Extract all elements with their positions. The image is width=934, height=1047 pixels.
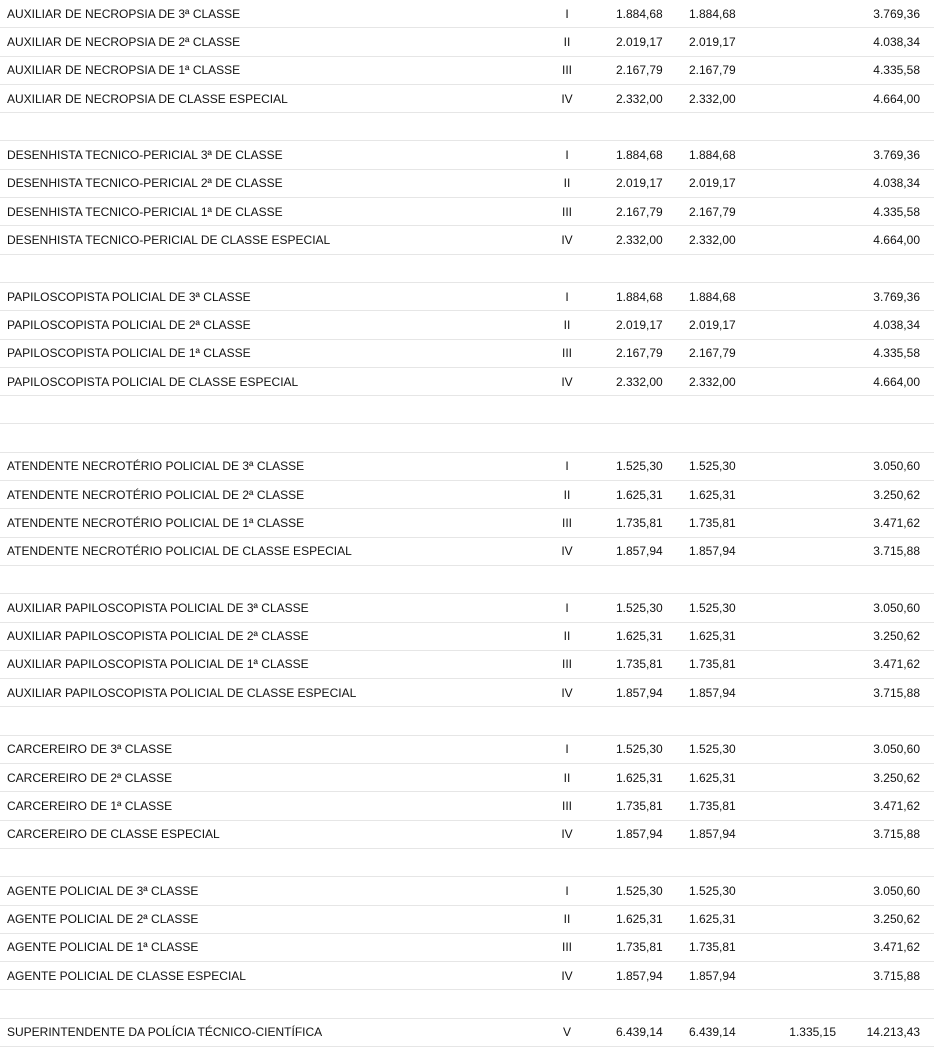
third-value-cell — [766, 905, 842, 933]
total-cell: 3.769,36 — [842, 0, 934, 28]
second-value-cell: 2.019,17 — [686, 311, 766, 339]
total-cell: 3.050,60 — [842, 594, 934, 622]
empty-cell — [686, 424, 766, 452]
second-value-cell: 2.167,79 — [686, 339, 766, 367]
table-row — [0, 962, 934, 990]
role-cell: PAPILOSCOPISTA POLICIAL DE 3ª CLASSE — [0, 282, 527, 310]
total-cell: 3.471,62 — [842, 792, 934, 820]
base-salary-cell: 2.167,79 — [607, 198, 686, 226]
third-value-cell — [766, 56, 842, 84]
blank-row — [0, 113, 934, 141]
total-cell: 14.213,43 — [842, 1018, 934, 1046]
total-cell: 3.769,36 — [842, 282, 934, 310]
table-row — [0, 594, 934, 622]
third-value-cell — [766, 84, 842, 112]
empty-cell — [842, 990, 934, 1018]
second-value-cell: 1.625,31 — [686, 764, 766, 792]
blank-row — [0, 848, 934, 876]
level-cell: III — [527, 792, 607, 820]
base-salary-cell: 1.857,94 — [607, 820, 686, 848]
role-cell: CARCEREIRO DE 3ª CLASSE — [0, 735, 527, 763]
third-value-cell — [766, 28, 842, 56]
table-row — [0, 169, 934, 197]
base-salary-cell: 1.625,31 — [607, 905, 686, 933]
empty-cell — [686, 707, 766, 735]
second-value-cell: 1.735,81 — [686, 650, 766, 678]
level-cell: IV — [527, 537, 607, 565]
level-cell: I — [527, 594, 607, 622]
table-row — [0, 679, 934, 707]
third-value-cell — [766, 764, 842, 792]
table-row — [0, 877, 934, 905]
level-cell: II — [527, 481, 607, 509]
table-row — [0, 820, 934, 848]
level-cell: I — [527, 141, 607, 169]
third-value-cell — [766, 282, 842, 310]
empty-cell — [686, 565, 766, 593]
empty-cell — [0, 113, 527, 141]
empty-cell — [766, 424, 842, 452]
base-salary-cell: 1.735,81 — [607, 509, 686, 537]
level-cell: I — [527, 0, 607, 28]
empty-cell — [842, 424, 934, 452]
level-cell: I — [527, 877, 607, 905]
total-cell: 3.050,60 — [842, 877, 934, 905]
table-row — [0, 339, 934, 367]
table-row — [0, 226, 934, 254]
total-cell: 3.715,88 — [842, 679, 934, 707]
third-value-cell — [766, 481, 842, 509]
third-value-cell — [766, 735, 842, 763]
table-row — [0, 650, 934, 678]
empty-cell — [766, 254, 842, 282]
total-cell: 4.664,00 — [842, 226, 934, 254]
second-value-cell: 2.019,17 — [686, 28, 766, 56]
base-salary-cell: 1.625,31 — [607, 764, 686, 792]
table-row — [0, 141, 934, 169]
role-cell: ATENDENTE NECROTÉRIO POLICIAL DE 3ª CLASSE — [0, 452, 527, 480]
third-value-cell: 1.335,15 — [766, 1018, 842, 1046]
role-cell: AGENTE POLICIAL DE 1ª CLASSE — [0, 933, 527, 961]
table-row — [0, 735, 934, 763]
empty-cell — [0, 424, 527, 452]
third-value-cell — [766, 622, 842, 650]
role-cell: DESENHISTA TECNICO-PERICIAL 2ª DE CLASSE — [0, 169, 527, 197]
total-cell: 4.335,58 — [842, 198, 934, 226]
base-salary-cell: 1.525,30 — [607, 735, 686, 763]
total-cell: 3.471,62 — [842, 509, 934, 537]
empty-cell — [766, 990, 842, 1018]
level-cell: II — [527, 311, 607, 339]
role-cell: SUPERINTENDENTE DA POLÍCIA TÉCNICO-CIENTÍFICA — [0, 1018, 527, 1046]
blank-row — [0, 254, 934, 282]
table-row — [0, 198, 934, 226]
empty-cell — [766, 707, 842, 735]
total-cell: 3.250,62 — [842, 905, 934, 933]
role-cell: AUXILIAR PAPILOSCOPISTA POLICIAL DE CLASSE ESPECIAL — [0, 679, 527, 707]
third-value-cell — [766, 594, 842, 622]
empty-cell — [527, 707, 607, 735]
empty-cell — [607, 990, 686, 1018]
role-cell: DESENHISTA TECNICO-PERICIAL 3ª DE CLASSE — [0, 141, 527, 169]
role-cell: DESENHISTA TECNICO-PERICIAL DE CLASSE ESPECIAL — [0, 226, 527, 254]
base-salary-cell: 2.332,00 — [607, 367, 686, 395]
second-value-cell: 1.735,81 — [686, 792, 766, 820]
role-cell: PAPILOSCOPISTA POLICIAL DE CLASSE ESPECIAL — [0, 367, 527, 395]
empty-cell — [527, 565, 607, 593]
table-row — [0, 905, 934, 933]
second-value-cell: 1.525,30 — [686, 594, 766, 622]
third-value-cell — [766, 820, 842, 848]
level-cell: II — [527, 169, 607, 197]
third-value-cell — [766, 169, 842, 197]
base-salary-cell: 1.625,31 — [607, 481, 686, 509]
base-salary-cell: 2.019,17 — [607, 311, 686, 339]
empty-cell — [686, 396, 766, 424]
base-salary-cell: 1.884,68 — [607, 282, 686, 310]
level-cell: II — [527, 28, 607, 56]
level-cell: II — [527, 622, 607, 650]
level-cell: V — [527, 1018, 607, 1046]
empty-cell — [842, 113, 934, 141]
second-value-cell: 1.857,94 — [686, 537, 766, 565]
third-value-cell — [766, 452, 842, 480]
second-value-cell: 1.857,94 — [686, 679, 766, 707]
level-cell: IV — [527, 226, 607, 254]
base-salary-cell: 1.525,30 — [607, 594, 686, 622]
base-salary-cell: 1.735,81 — [607, 933, 686, 961]
empty-cell — [527, 113, 607, 141]
table-row — [0, 452, 934, 480]
total-cell: 3.769,36 — [842, 141, 934, 169]
level-cell: IV — [527, 367, 607, 395]
second-value-cell: 1.857,94 — [686, 820, 766, 848]
empty-cell — [607, 848, 686, 876]
empty-cell — [0, 565, 527, 593]
empty-cell — [0, 848, 527, 876]
role-cell: AGENTE POLICIAL DE 3ª CLASSE — [0, 877, 527, 905]
third-value-cell — [766, 962, 842, 990]
empty-cell — [766, 396, 842, 424]
second-value-cell: 1.625,31 — [686, 622, 766, 650]
empty-cell — [0, 990, 527, 1018]
third-value-cell — [766, 679, 842, 707]
total-cell: 4.664,00 — [842, 367, 934, 395]
empty-cell — [527, 848, 607, 876]
table-row — [0, 622, 934, 650]
level-cell: III — [527, 56, 607, 84]
level-cell: III — [527, 933, 607, 961]
empty-cell — [686, 990, 766, 1018]
role-cell: PAPILOSCOPISTA POLICIAL DE 1ª CLASSE — [0, 339, 527, 367]
second-value-cell: 2.332,00 — [686, 226, 766, 254]
total-cell: 3.715,88 — [842, 537, 934, 565]
table-row — [0, 282, 934, 310]
empty-cell — [766, 848, 842, 876]
base-salary-cell: 1.884,68 — [607, 0, 686, 28]
level-cell: III — [527, 198, 607, 226]
total-cell: 3.050,60 — [842, 735, 934, 763]
base-salary-cell: 2.019,17 — [607, 28, 686, 56]
level-cell: III — [527, 339, 607, 367]
second-value-cell: 2.019,17 — [686, 169, 766, 197]
empty-cell — [842, 848, 934, 876]
role-cell: DESENHISTA TECNICO-PERICIAL 1ª DE CLASSE — [0, 198, 527, 226]
level-cell: IV — [527, 84, 607, 112]
role-cell: AUXILIAR DE NECROPSIA DE 3ª CLASSE — [0, 0, 527, 28]
table-row — [0, 933, 934, 961]
total-cell: 3.715,88 — [842, 962, 934, 990]
empty-cell — [842, 565, 934, 593]
empty-cell — [842, 254, 934, 282]
base-salary-cell: 1.735,81 — [607, 792, 686, 820]
empty-cell — [607, 424, 686, 452]
second-value-cell: 1.525,30 — [686, 735, 766, 763]
total-cell: 3.715,88 — [842, 820, 934, 848]
empty-cell — [842, 396, 934, 424]
third-value-cell — [766, 509, 842, 537]
empty-cell — [686, 113, 766, 141]
blank-row — [0, 990, 934, 1018]
total-cell: 3.250,62 — [842, 481, 934, 509]
level-cell: III — [527, 650, 607, 678]
empty-cell — [607, 565, 686, 593]
empty-cell — [607, 113, 686, 141]
empty-cell — [607, 707, 686, 735]
second-value-cell: 1.884,68 — [686, 141, 766, 169]
blank-row — [0, 707, 934, 735]
second-value-cell: 1.735,81 — [686, 509, 766, 537]
level-cell: III — [527, 509, 607, 537]
empty-cell — [766, 565, 842, 593]
base-salary-cell: 1.735,81 — [607, 650, 686, 678]
second-value-cell: 1.884,68 — [686, 282, 766, 310]
total-cell: 4.038,34 — [842, 28, 934, 56]
blank-row — [0, 565, 934, 593]
level-cell: IV — [527, 820, 607, 848]
role-cell: ATENDENTE NECROTÉRIO POLICIAL DE CLASSE ESPECIAL — [0, 537, 527, 565]
table-row — [0, 84, 934, 112]
second-value-cell: 2.167,79 — [686, 56, 766, 84]
second-value-cell: 1.735,81 — [686, 933, 766, 961]
second-value-cell: 1.525,30 — [686, 877, 766, 905]
total-cell: 3.471,62 — [842, 650, 934, 678]
level-cell: II — [527, 905, 607, 933]
empty-cell — [527, 254, 607, 282]
table-row — [0, 509, 934, 537]
role-cell: ATENDENTE NECROTÉRIO POLICIAL DE 1ª CLASSE — [0, 509, 527, 537]
empty-cell — [842, 707, 934, 735]
table-row — [0, 764, 934, 792]
role-cell: AGENTE POLICIAL DE 2ª CLASSE — [0, 905, 527, 933]
third-value-cell — [766, 198, 842, 226]
base-salary-cell: 2.332,00 — [607, 226, 686, 254]
level-cell: IV — [527, 962, 607, 990]
level-cell: IV — [527, 679, 607, 707]
base-salary-cell: 1.884,68 — [607, 141, 686, 169]
level-cell: I — [527, 452, 607, 480]
base-salary-cell: 6.439,14 — [607, 1018, 686, 1046]
table-row — [0, 1018, 934, 1046]
role-cell: PAPILOSCOPISTA POLICIAL DE 2ª CLASSE — [0, 311, 527, 339]
second-value-cell: 1.525,30 — [686, 452, 766, 480]
role-cell: AUXILIAR PAPILOSCOPISTA POLICIAL DE 3ª CLASSE — [0, 594, 527, 622]
empty-cell — [0, 396, 527, 424]
level-cell: I — [527, 282, 607, 310]
empty-cell — [527, 396, 607, 424]
table-row — [0, 367, 934, 395]
base-salary-cell: 1.625,31 — [607, 622, 686, 650]
table-row — [0, 0, 934, 28]
base-salary-cell: 1.857,94 — [607, 962, 686, 990]
total-cell: 3.250,62 — [842, 622, 934, 650]
base-salary-cell: 2.167,79 — [607, 56, 686, 84]
second-value-cell: 6.439,14 — [686, 1018, 766, 1046]
third-value-cell — [766, 311, 842, 339]
role-cell: CARCEREIRO DE 1ª CLASSE — [0, 792, 527, 820]
empty-cell — [607, 254, 686, 282]
base-salary-cell: 1.857,94 — [607, 679, 686, 707]
base-salary-cell: 1.525,30 — [607, 452, 686, 480]
empty-cell — [527, 990, 607, 1018]
third-value-cell — [766, 226, 842, 254]
base-salary-cell: 2.019,17 — [607, 169, 686, 197]
role-cell: CARCEREIRO DE 2ª CLASSE — [0, 764, 527, 792]
empty-cell — [766, 113, 842, 141]
empty-cell — [686, 848, 766, 876]
total-cell: 4.664,00 — [842, 84, 934, 112]
total-cell: 3.471,62 — [842, 933, 934, 961]
empty-cell — [0, 254, 527, 282]
total-cell: 4.335,58 — [842, 56, 934, 84]
role-cell: AUXILIAR PAPILOSCOPISTA POLICIAL DE 2ª CLASSE — [0, 622, 527, 650]
third-value-cell — [766, 933, 842, 961]
third-value-cell — [766, 877, 842, 905]
role-cell: AUXILIAR PAPILOSCOPISTA POLICIAL DE 1ª CLASSE — [0, 650, 527, 678]
base-salary-cell: 2.332,00 — [607, 84, 686, 112]
table-row — [0, 481, 934, 509]
second-value-cell: 2.332,00 — [686, 367, 766, 395]
third-value-cell — [766, 339, 842, 367]
base-salary-cell: 2.167,79 — [607, 339, 686, 367]
blank-row — [0, 396, 934, 424]
role-cell: AUXILIAR DE NECROPSIA DE 1ª CLASSE — [0, 56, 527, 84]
role-cell: AGENTE POLICIAL DE CLASSE ESPECIAL — [0, 962, 527, 990]
empty-cell — [686, 254, 766, 282]
second-value-cell: 1.625,31 — [686, 905, 766, 933]
second-value-cell: 1.884,68 — [686, 0, 766, 28]
third-value-cell — [766, 792, 842, 820]
second-value-cell: 1.857,94 — [686, 962, 766, 990]
table-row — [0, 792, 934, 820]
empty-cell — [0, 707, 527, 735]
total-cell: 3.250,62 — [842, 764, 934, 792]
total-cell: 3.050,60 — [842, 452, 934, 480]
table-row — [0, 537, 934, 565]
role-cell: AUXILIAR DE NECROPSIA DE CLASSE ESPECIAL — [0, 84, 527, 112]
level-cell: I — [527, 735, 607, 763]
third-value-cell — [766, 367, 842, 395]
second-value-cell: 1.625,31 — [686, 481, 766, 509]
base-salary-cell: 1.857,94 — [607, 537, 686, 565]
total-cell: 4.335,58 — [842, 339, 934, 367]
level-cell: II — [527, 764, 607, 792]
role-cell: AUXILIAR DE NECROPSIA DE 2ª CLASSE — [0, 28, 527, 56]
role-cell: ATENDENTE NECROTÉRIO POLICIAL DE 2ª CLASSE — [0, 481, 527, 509]
table-row — [0, 28, 934, 56]
table-row — [0, 56, 934, 84]
third-value-cell — [766, 141, 842, 169]
role-cell: CARCEREIRO DE CLASSE ESPECIAL — [0, 820, 527, 848]
empty-cell — [527, 424, 607, 452]
second-value-cell: 2.332,00 — [686, 84, 766, 112]
third-value-cell — [766, 650, 842, 678]
empty-cell — [607, 396, 686, 424]
total-cell: 4.038,34 — [842, 311, 934, 339]
third-value-cell — [766, 537, 842, 565]
table-row — [0, 311, 934, 339]
base-salary-cell: 1.525,30 — [607, 877, 686, 905]
third-value-cell — [766, 0, 842, 28]
second-value-cell: 2.167,79 — [686, 198, 766, 226]
blank-row — [0, 424, 934, 452]
total-cell: 4.038,34 — [842, 169, 934, 197]
